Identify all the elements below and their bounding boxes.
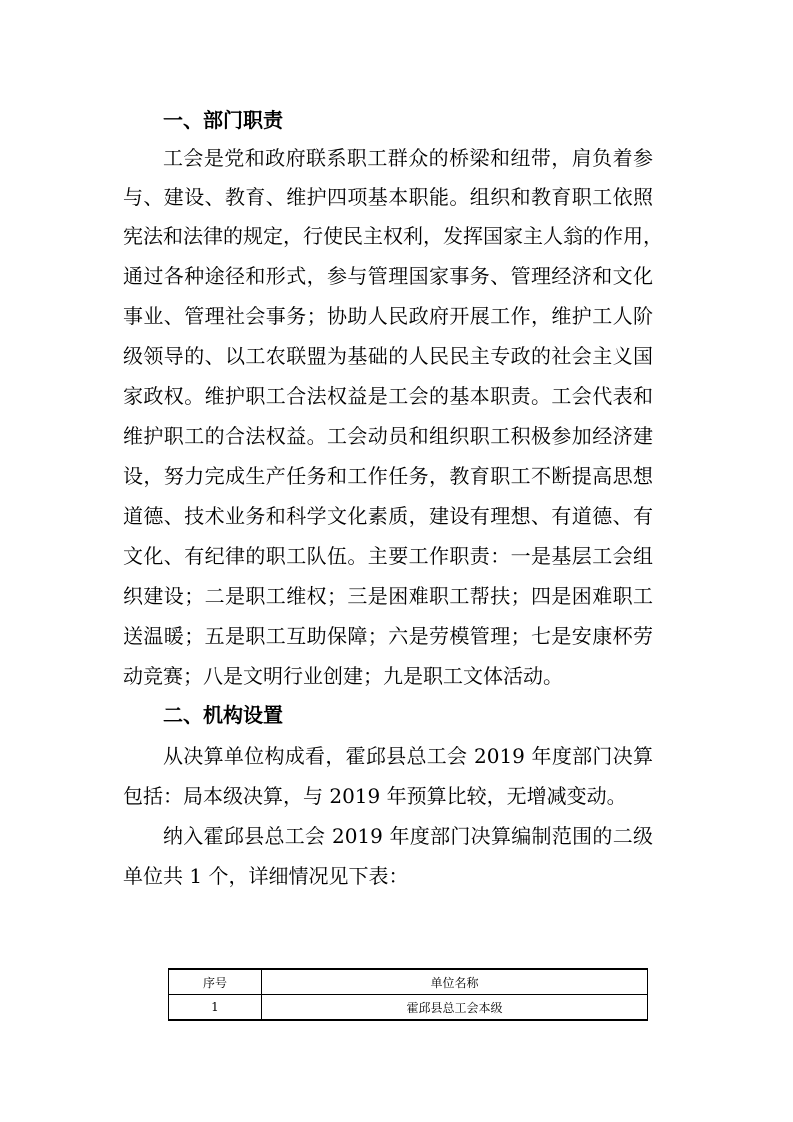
paragraph-line: 道德、技术业务和科学文化素质，建设有理想、有道德、有 (123, 504, 653, 528)
paragraph-line: 通过各种途径和形式，参与管理国家事务、管理经济和文化 (123, 264, 653, 288)
section-heading-structure: 二、机构设置 (163, 703, 283, 727)
paragraph-line: 纳入霍邱县总工会 2019 年度部门决算编制范围的二级 (163, 824, 653, 848)
paragraph-line: 送温暖；五是职工互助保障；六是劳模管理；七是安康杯劳 (123, 624, 653, 648)
table-cell: 1 (169, 995, 262, 1021)
paragraph-line: 维护职工的合法权益。工会动员和组织职工积极参加经济建 (123, 424, 653, 448)
table-row (169, 995, 648, 1021)
paragraph-line: 包括：局本级决算，与 2019 年预算比较，无增减变动。 (123, 784, 627, 808)
paragraph-line: 宪法和法律的规定，行使民主权利，发挥国家主人翁的作用， (123, 224, 663, 248)
paragraph-line: 单位共 1 个，详细情况见下表： (123, 864, 409, 888)
paragraph-line: 设，努力完成生产任务和工作任务，教育职工不断提高思想 (123, 464, 653, 488)
paragraph-line: 工会是党和政府联系职工群众的桥梁和纽带，肩负着参 (163, 146, 653, 170)
table-header-cell: 单位名称 (262, 969, 648, 995)
paragraph-line: 从决算单位构成看，霍邱县总工会 2019 年度部门决算 (163, 744, 653, 768)
paragraph-line: 织建设；二是职工维权；三是困难职工帮扶；四是困难职工 (123, 584, 653, 608)
paragraph-line: 家政权。维护职工合法权益是工会的基本职责。工会代表和 (123, 384, 653, 408)
paragraph-line: 与、建设、教育、维护四项基本职能。组织和教育职工依照 (123, 185, 653, 209)
units-table (168, 968, 648, 1021)
paragraph-line: 事业、管理社会事务；协助人民政府开展工作，维护工人阶 (123, 304, 653, 328)
paragraph-line: 级领导的、以工农联盟为基础的人民民主专政的社会主义国 (123, 344, 653, 368)
paragraph-line: 文化、有纪律的职工队伍。主要工作职责：一是基层工会组 (123, 544, 653, 568)
table-header-row (169, 969, 648, 995)
table-header-cell: 序号 (169, 969, 262, 995)
paragraph-line: 动竞赛；八是文明行业创建；九是职工文体活动。 (123, 664, 563, 688)
section-heading-duties: 一、部门职责 (163, 108, 283, 132)
table-cell: 霍邱县总工会本级 (262, 995, 648, 1021)
